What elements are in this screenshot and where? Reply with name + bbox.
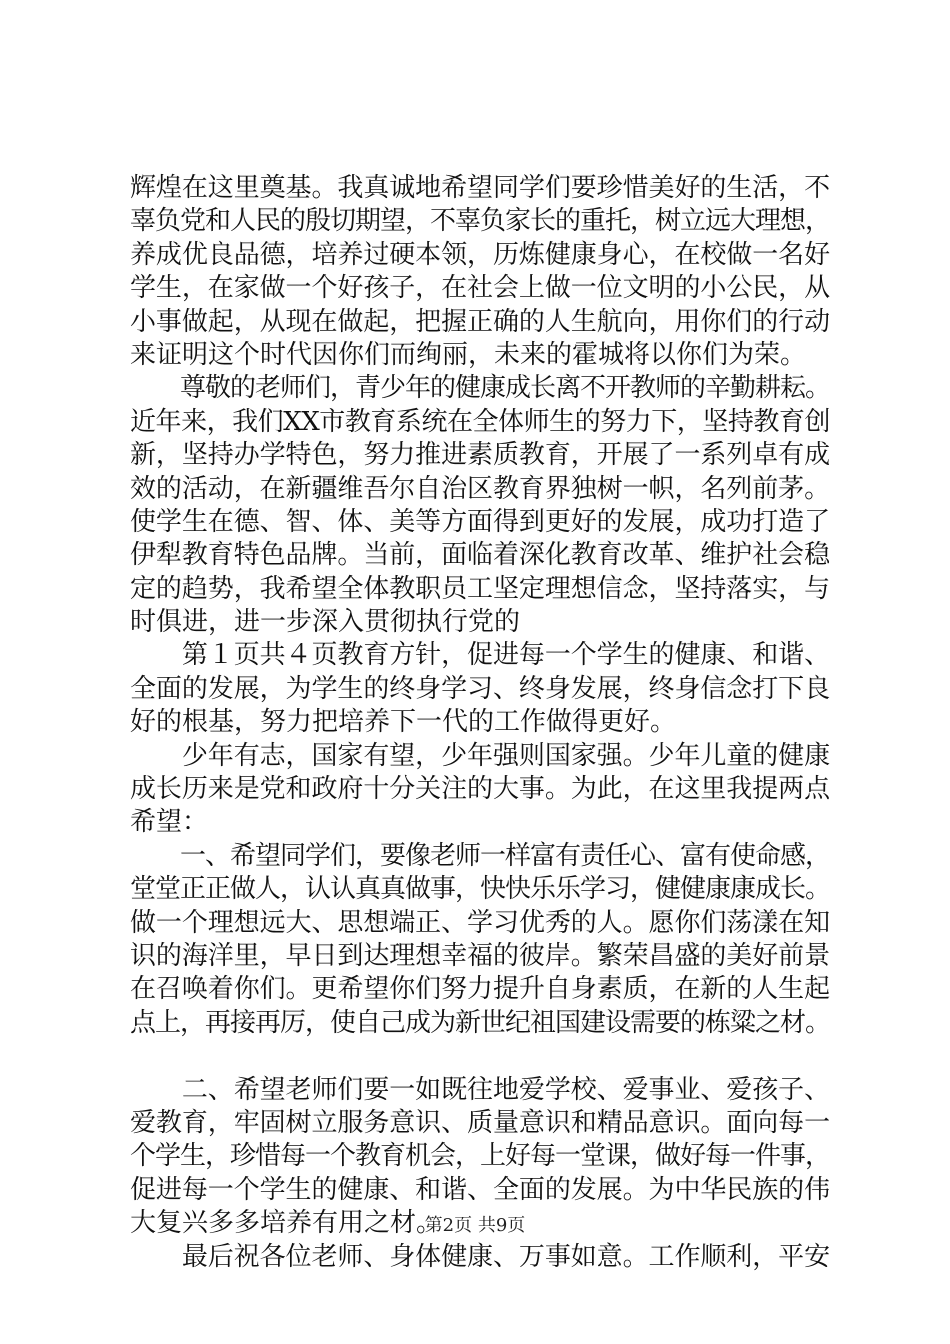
blank-line (130, 1040, 830, 1073)
text-line: 第１页共４页教育方针，促进每一个学生的健康、和谐、 (130, 640, 831, 671)
text-line: 点上，再接再厉，使自己成为新世纪祖国建设需要的栋粱之材。 (130, 1007, 831, 1038)
text-line: 在召唤着你们。更希望你们努力提升自身素质，在新的人生起 (130, 974, 831, 1005)
text-line: 学生，在家做一个好孩子，在社会上做一位文明的小公民，从 (130, 273, 831, 304)
text-line: 少年有志，国家有望，少年强则国家强。少年儿童的健康 (130, 740, 831, 771)
text-line: 辉煌在这里奠基。我真诚地希望同学们要珍惜美好的生活，不 (130, 173, 831, 203)
text-line: 识的海洋里，早日到达理想幸福的彼岸。繁荣昌盛的美好前景 (130, 940, 831, 971)
text-line: 二、希望老师们要一如既往地爱学校、爱事业、爱孩子、 (130, 1074, 831, 1105)
text-line: 好的根基，努力把培养下一代的工作做得更好。 (130, 707, 677, 738)
text-line: 效的活动，在新疆维吾尔自治区教育界独树一帜，名列前茅。 (130, 473, 831, 504)
text-line: 做一个理想远大、思想端正、学习优秀的人。愿你们荡漾在知 (130, 907, 831, 938)
text-line: 尊敬的老师们，青少年的健康成长离不开教师的辛勤耕耘。 (130, 373, 831, 404)
text-line: 伊犁教育特色品牌。当前，面临着深化教育改革、维护社会稳 (130, 540, 831, 571)
text-line: 时俱进，进一步深入贯彻执行党的 (130, 607, 521, 638)
text-line: 使学生在德、智、体、美等方面得到更好的发展，成功打造了 (130, 506, 831, 537)
text-line: 养成优良品德，培养过硬本领，历炼健康身心，在校做一名好 (130, 239, 831, 270)
text-line: 爱教育，牢固树立服务意识、质量意识和精品意识。面向每一 (130, 1107, 831, 1138)
text-line: 大复兴多多培养有用之材。 (130, 1208, 443, 1239)
document-body (130, 172, 830, 1274)
text-line: 个学生，珍惜每一个教育机会，上好每一堂课，做好每一件事， (130, 1141, 831, 1172)
page-footer: 第2页 共9页 (424, 1215, 526, 1236)
text-line: 新，坚持办学特色，努力推进素质教育，开展了一系列卓有成 (130, 440, 831, 471)
text-line: 希望： (130, 807, 209, 838)
text-line: 来证明这个时代因你们而绚丽，未来的霍城将以你们为荣。 (130, 339, 807, 370)
text-line: 辜负党和人民的殷切期望，不辜负家长的重托，树立远大理想， (130, 206, 831, 237)
text-line: 堂堂正正做人，认认真真做事，快快乐乐学习，健健康康成长。 (130, 874, 831, 905)
text-line: 促进每一个学生的健康、和谐、全面的发展。为中华民族的伟 (130, 1174, 831, 1205)
text-line: 最后祝各位老师、身体健康、万事如意。工作顺利，平安 (130, 1241, 831, 1272)
text-line: 定的趋势，我希望全体教职员工坚定理想信念，坚持落实，与 (130, 573, 831, 604)
text-line: 小事做起，从现在做起，把握正确的人生航向，用你们的行动 (130, 306, 831, 337)
text-line: 近年来，我们XX市教育系统在全体师生的努力下，坚持教育创 (130, 406, 831, 437)
text-line: 全面的发展，为学生的终身学习、终身发展，终身信念打下良 (130, 673, 831, 704)
text-line: 一、希望同学们，要像老师一样富有责任心、富有使命感， (130, 840, 831, 871)
text-line: 成长历来是党和政府十分关注的大事。为此，在这里我提两点 (130, 774, 831, 805)
